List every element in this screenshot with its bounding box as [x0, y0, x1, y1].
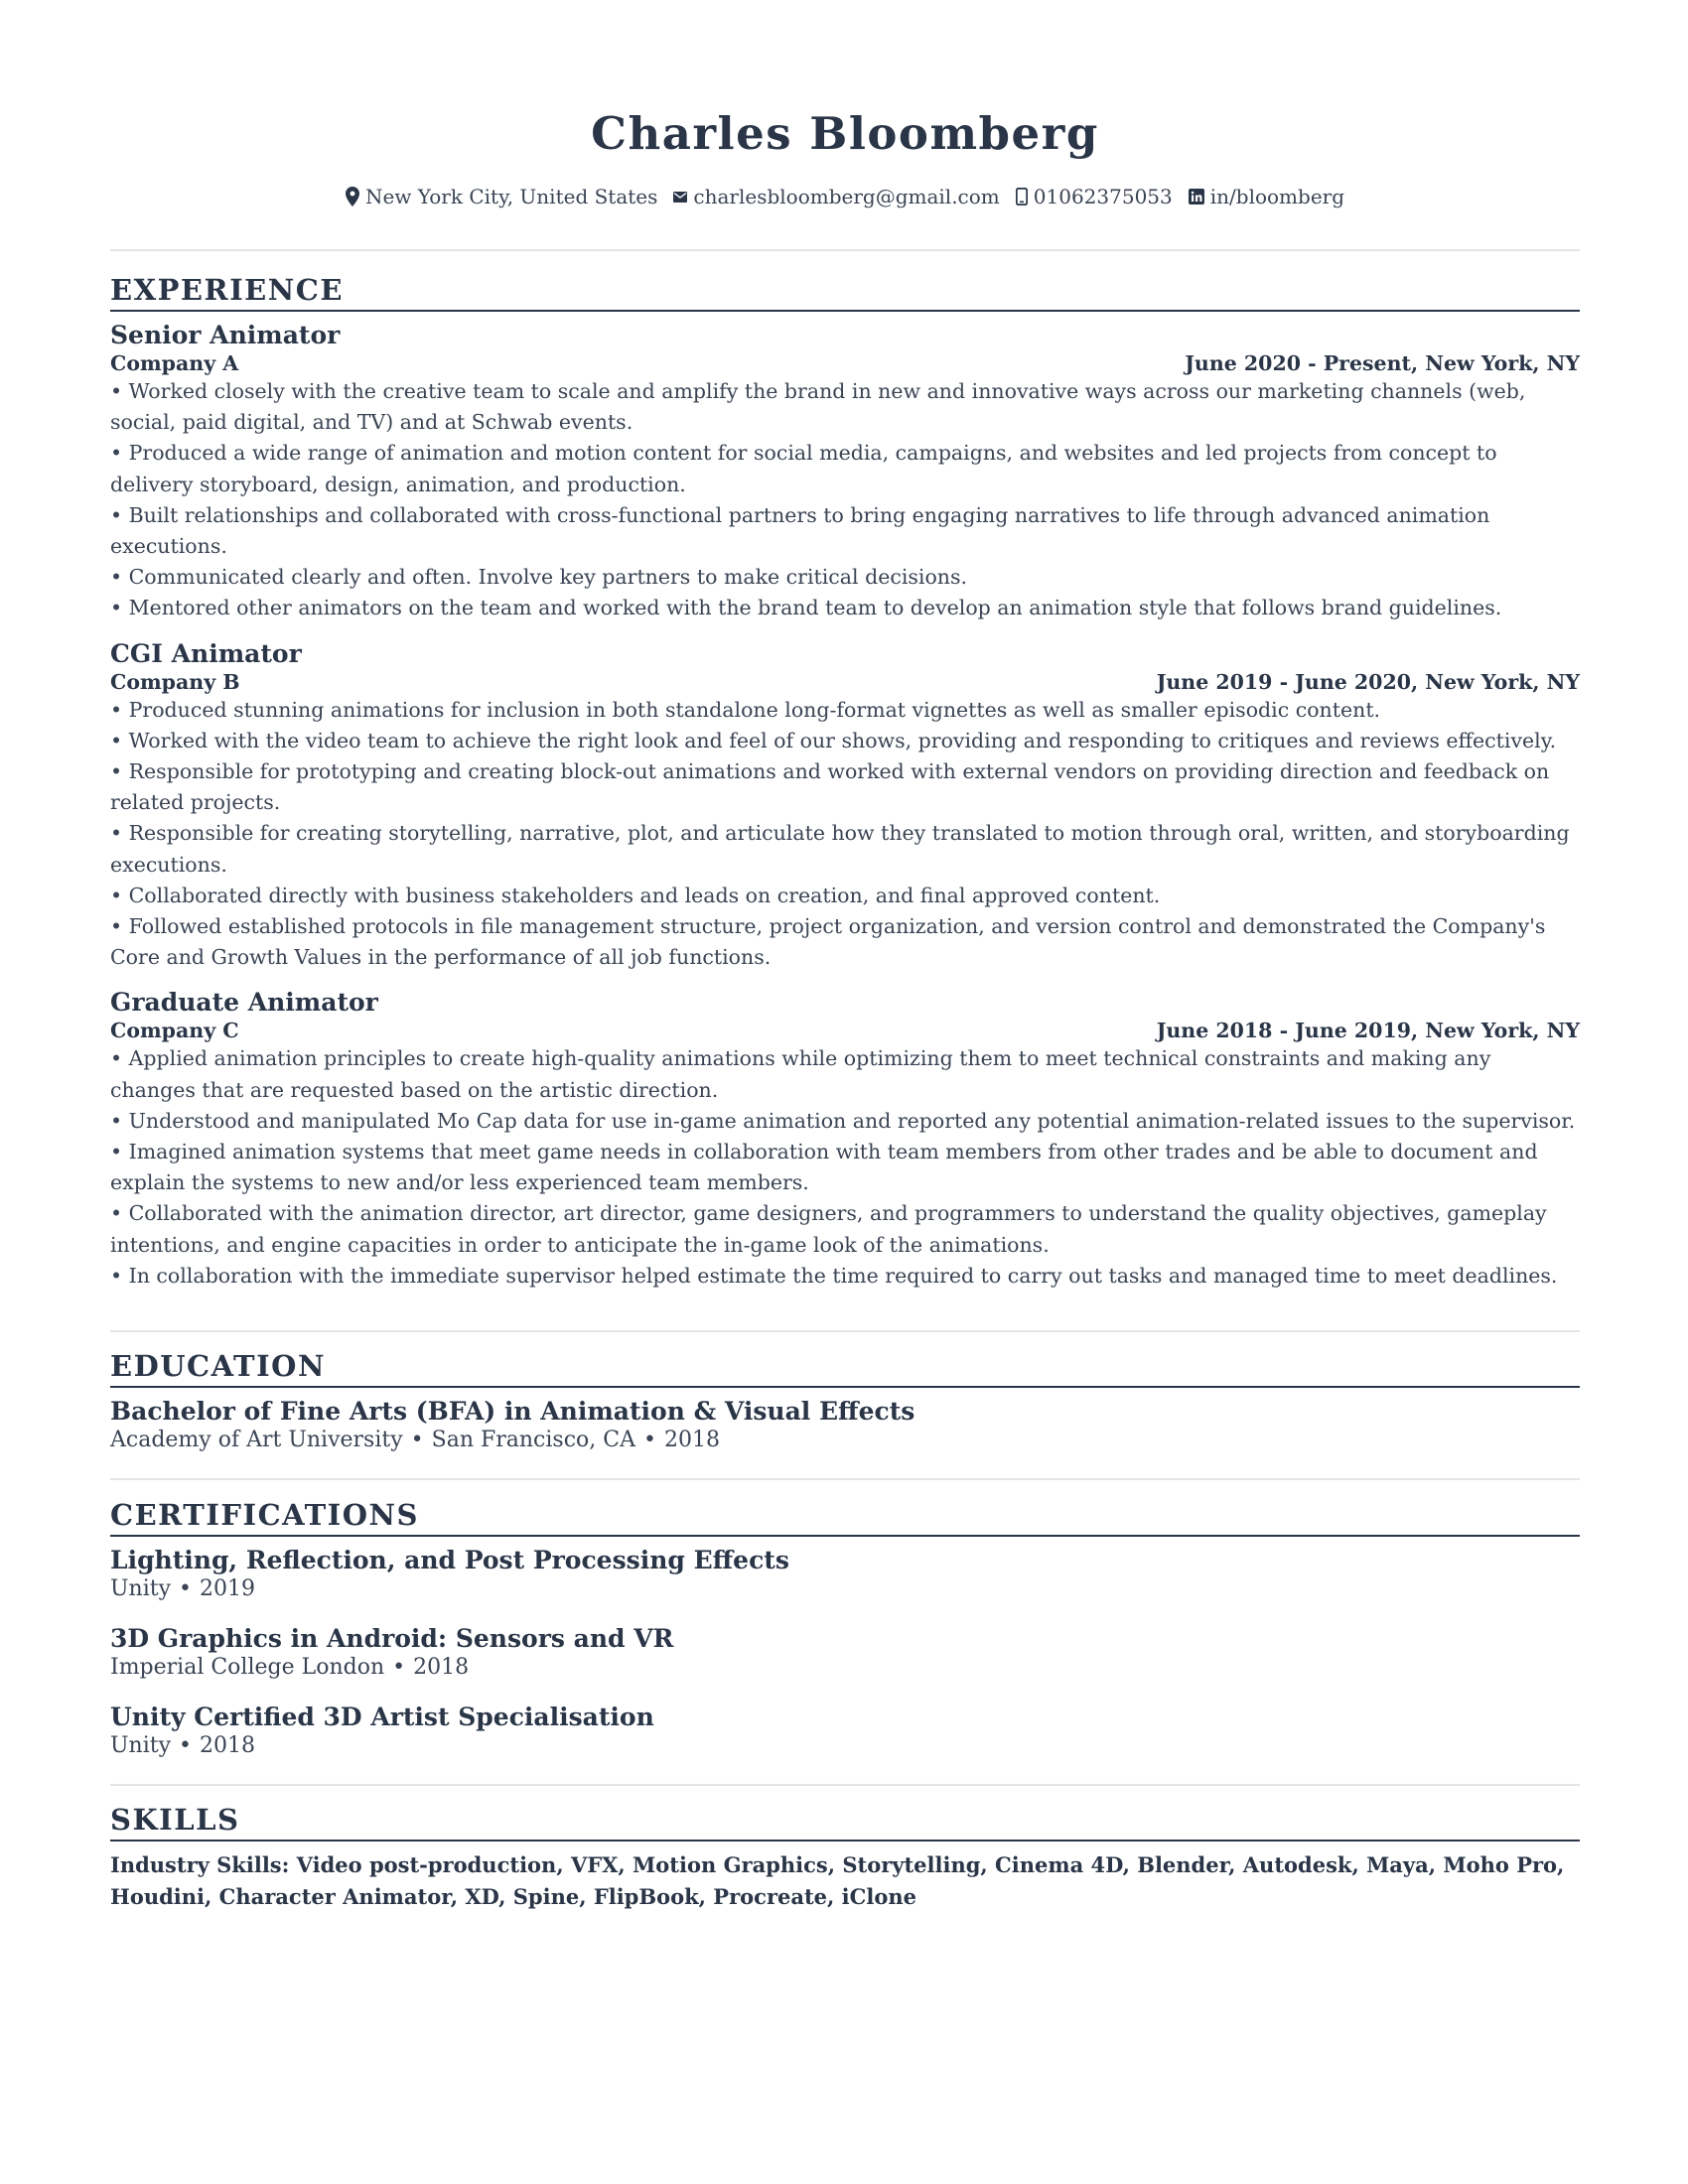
job-entry: [110, 987, 1580, 1292]
job-bullet: • Imagined animation systems that meet game needs in collaboration with team members from other trades and be able to document and explain the systems to new and/or less experienced team members.: [110, 1140, 1538, 1195]
job-bullet: • Mentored other animators on the team and worked with the brand team to develop an animation style that follows brand guidelines.: [110, 596, 1502, 620]
certification-year: 2018: [413, 1655, 470, 1680]
job-bullet: • Worked closely with the creative team to scale and amplify the brand in new and innovative ways across our marketing channels (web, social, paid digital, and TV) and at Schwab events.: [110, 379, 1526, 435]
certification-issuer: Imperial College London: [110, 1655, 385, 1680]
job-company: Company C: [110, 1019, 239, 1043]
job-bullets: [110, 376, 1580, 624]
job-meta: [110, 350, 1580, 376]
contact-email[interactable]: charlesbloomberg@gmail.com: [673, 185, 999, 208]
certification-entry: [110, 1545, 1580, 1603]
section-title-certifications: CERTIFICATIONS: [110, 1497, 1580, 1537]
skills-section: [110, 1802, 1580, 1913]
section-title-experience: EXPERIENCE: [110, 272, 1580, 312]
education-details: [110, 1427, 1580, 1454]
job-bullet: • Applied animation principles to create high-quality animations while optimizing them to meet technical constraints and making any changes that are requested based on the artistic direction.: [110, 1046, 1491, 1102]
separator-dot: •: [642, 1428, 656, 1452]
job-bullet: • Worked with the video team to achieve the right look and feel of our shows, providing and responding to critiques and reviews effectively.: [110, 728, 1557, 752]
job-entry: [110, 638, 1580, 974]
certification-details: [110, 1732, 1580, 1760]
candidate-name: Charles Bloomberg: [591, 107, 1099, 160]
contact-phone[interactable]: 01062375053: [1016, 185, 1173, 208]
education-entry: [110, 1396, 1580, 1454]
certification-year: 2019: [200, 1576, 255, 1601]
header-divider: [110, 249, 1580, 251]
experience-section: [110, 272, 1580, 1292]
job-bullet: • Responsible for creating storytelling, narrative, plot, and articulate how they translated to motion through oral, written, and storyboarding executions.: [110, 821, 1570, 877]
separator-dot: •: [179, 1576, 192, 1601]
certification-name: Unity Certified 3D Artist Specialisation: [110, 1703, 654, 1731]
separator-dot: •: [410, 1428, 424, 1452]
graduation-year: 2018: [663, 1428, 720, 1452]
job-bullet: • Built relationships and collaborated with cross-functional partners to bring engaging narratives to life through advanced animation executions.: [110, 502, 1490, 559]
school-location: San Francisco, CA: [431, 1428, 635, 1452]
certification-issuer: Unity: [110, 1733, 172, 1758]
job-title: Graduate Animator: [110, 988, 378, 1018]
contact-bar: [110, 185, 1580, 208]
certification-year: 2018: [200, 1733, 255, 1758]
job-title: Senior Animator: [110, 321, 341, 349]
job-entry: [110, 320, 1580, 624]
location-pin-icon: [346, 187, 359, 206]
skills-list: Industry Skills: Video post-production, VFX, Motion Graphics, Storytelling, Cinema 4D, Blender, Autodesk, Maya, Moho Pro, Houdini, Character Animator, XD, Spine, FlipBook, Procreate, iClone: [110, 1852, 1565, 1909]
certification-name: 3D Graphics in Android: Sensors and VR: [110, 1624, 674, 1653]
job-dates: June 2020 - Present, New York, NY: [1185, 351, 1580, 375]
separator-dot: •: [392, 1655, 406, 1680]
job-company: Company B: [110, 669, 240, 694]
job-bullet: • Collaborated with the animation director, art director, game designers, and programmers to understand the quality objectives, gameplay intentions, and engine capacities in order to anticipate the in-game look of the animations.: [110, 1201, 1547, 1257]
job-meta: [110, 669, 1580, 695]
job-bullet: • Understood and manipulated Mo Cap data for use in-game animation and reported any potential animation-related issues to the supervisor.: [110, 1108, 1576, 1133]
separator-dot: •: [179, 1733, 192, 1758]
job-title: CGI Animator: [110, 638, 302, 668]
linkedin-icon: [1189, 189, 1204, 205]
school-name: Academy of Art University: [110, 1428, 403, 1452]
job-bullet: • Communicated clearly and often. Involve key partners to make critical decisions.: [110, 565, 968, 590]
certification-name: Lighting, Reflection, and Post Processing Effects: [110, 1546, 789, 1574]
job-bullet: • Followed established protocols in file management structure, project organization, and version control and demonstrated the Company's Core and Growth Values in the performance of all job functions.: [110, 914, 1546, 970]
certification-details: [110, 1654, 1580, 1682]
phone-icon: [1016, 188, 1028, 205]
section-title-skills: SKILLS: [110, 1802, 1580, 1842]
degree-title: Bachelor of Fine Arts (BFA) in Animation & Visual Effects: [110, 1397, 915, 1426]
job-dates: June 2018 - June 2019, New York, NY: [1156, 1019, 1580, 1043]
certification-entry: [110, 1623, 1580, 1682]
job-bullet: • Responsible for prototyping and creating block-out animations and worked with external vendors on providing direction and feedback on related projects.: [110, 759, 1550, 815]
section-divider: [110, 1478, 1580, 1480]
job-company: Company A: [110, 351, 239, 375]
certification-issuer: Unity: [110, 1576, 172, 1601]
certifications-section: [110, 1497, 1580, 1760]
section-title-education: EDUCATION: [110, 1348, 1580, 1388]
job-bullet: • Collaborated directly with business stakeholders and leads on creation, and final approved content.: [110, 883, 1161, 907]
envelope-icon: [673, 192, 687, 203]
job-bullet: • Produced a wide range of animation and motion content for social media, campaigns, and websites and led projects from concept to delivery storyboard, design, animation, and production.: [110, 441, 1497, 496]
contact-location: New York City, United States: [346, 185, 657, 208]
contact-linkedin[interactable]: in/bloomberg: [1189, 185, 1344, 208]
section-divider: [110, 1330, 1580, 1332]
job-meta: [110, 1018, 1580, 1043]
job-bullet: • In collaboration with the immediate supervisor helped estimate the time required to carry out tasks and managed time to meet deadlines.: [110, 1263, 1558, 1288]
job-bullet: • Produced stunning animations for inclusion in both standalone long-format vignettes as well as smaller episodic content.: [110, 697, 1381, 722]
job-dates: June 2019 - June 2020, New York, NY: [1156, 669, 1580, 694]
certifications-list: [110, 1545, 1580, 1760]
certification-entry: [110, 1702, 1580, 1760]
job-bullets: [110, 1043, 1580, 1292]
education-section: [110, 1348, 1580, 1454]
job-bullets: [110, 695, 1580, 974]
certification-details: [110, 1575, 1580, 1603]
section-divider: [110, 1784, 1580, 1786]
